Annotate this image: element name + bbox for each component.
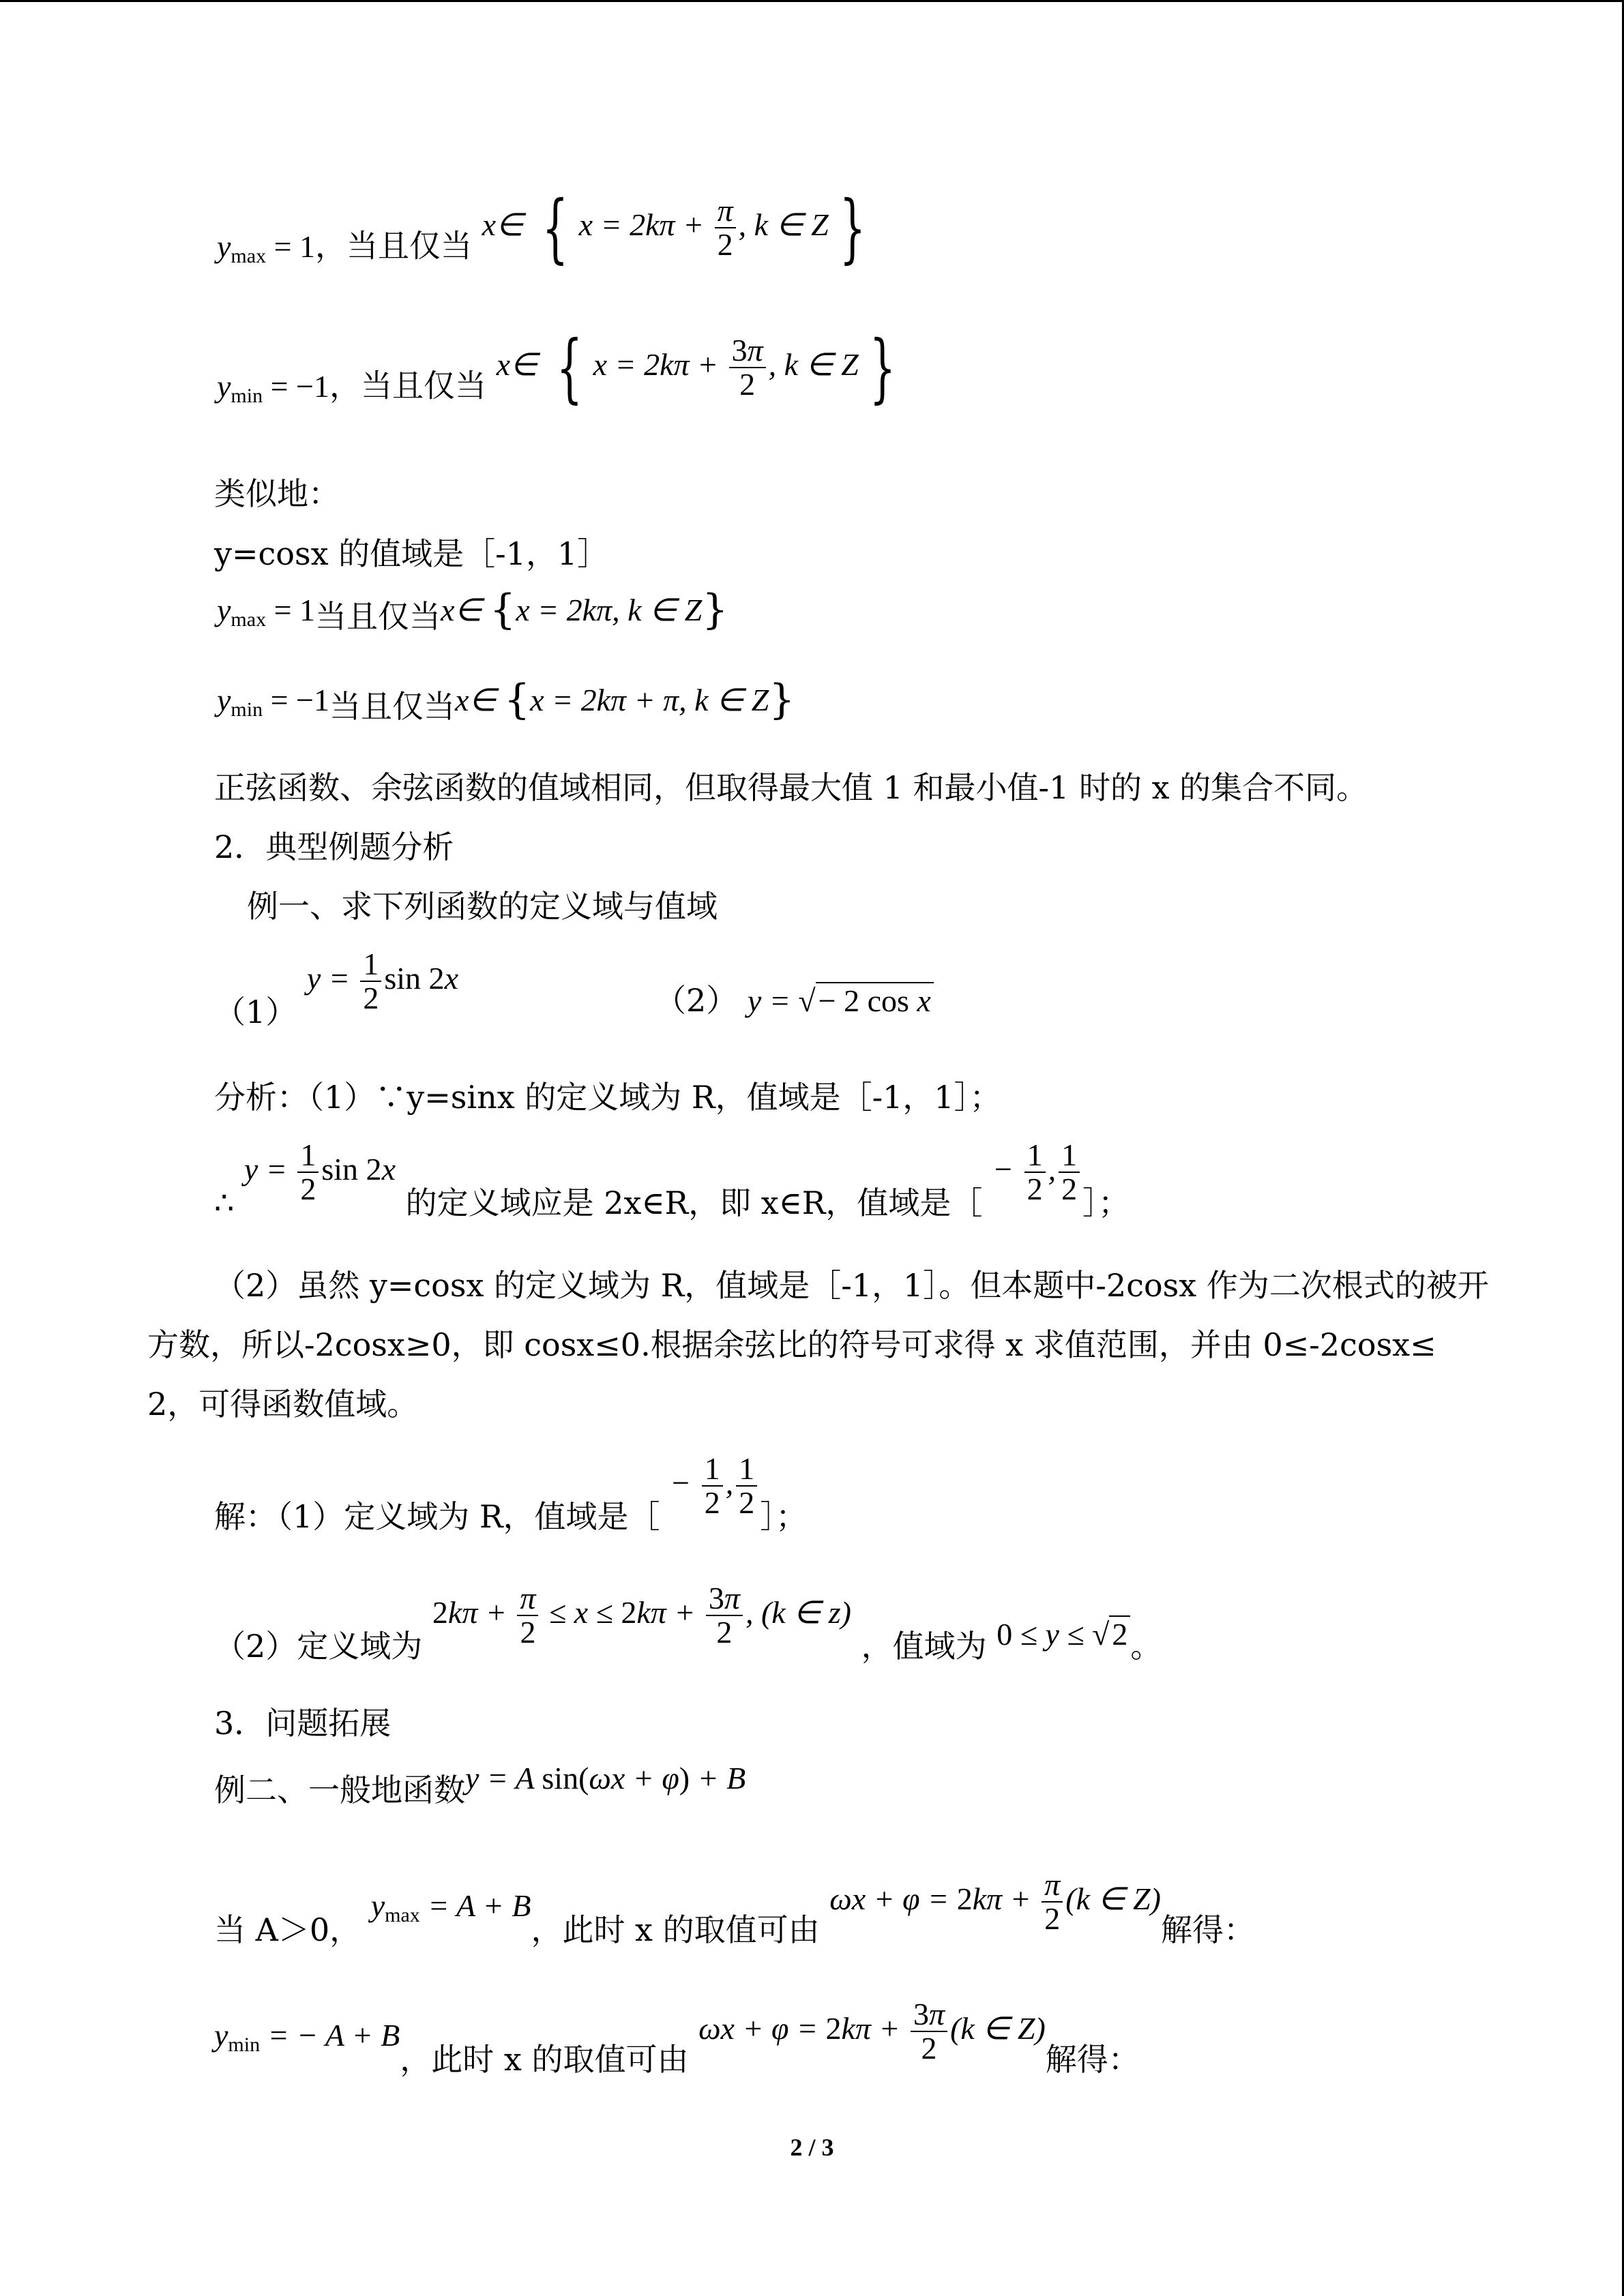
text: 当且仅当: [315, 598, 441, 635]
section-2-heading: 2．典型例题分析: [214, 829, 454, 865]
cos-min-line: $y_{min} = -1$当且仅当x∈ {x = 2kπ + π, k ∈ Z}: [217, 676, 795, 725]
cos-max-line: $y_{max} = 1$当且仅当x∈ {x = 2kπ, k ∈ Z}: [217, 586, 728, 635]
case-2-line: $y_{min}$ = − A + B，此时 x 的取值可由 ωx + φ = 2kπ + $\frac{3\pi}{2}$ (k ∈ Z)解得：: [214, 1997, 1140, 2078]
text: 当且仅当: [329, 688, 455, 725]
text: 的定义域应是 2x∈R，即 x∈R，值域是［: [405, 1184, 983, 1221]
analysis-2-line-1: （2）虽然 y=cosx 的定义域为 R，值域是［-1，1］。但本题中-2cosx 作为二次根式的被开: [214, 1267, 1489, 1304]
text: ∴: [214, 1184, 235, 1221]
section-3-heading: 3．问题拓展: [214, 1705, 392, 1742]
example-1-function-2: （2） y = √− 2 cos x: [655, 982, 934, 1019]
text: （2）定义域为: [214, 1627, 423, 1665]
text: ，当且仅当: [315, 227, 473, 265]
analysis-2-line-3: 2，可得函数值域。: [147, 1386, 419, 1422]
analysis-2-line-2: 方数，所以-2cosx≥0，即 cosx≤0.根据余弦比的符号可求得 x 求值范围，并由 0≤-2cosx≤: [147, 1326, 1436, 1363]
analysis-1-line: 分析：（1）∵y=sinx 的定义域为 R，值域是［-1，1］；: [214, 1079, 1001, 1116]
text: （2）: [655, 982, 738, 1019]
text: ］；: [760, 1497, 808, 1535]
compare-line: 正弦函数、余弦函数的值域相同，但取得最大值 1 和最小值-1 时的 x 的集合不同。: [214, 769, 1368, 806]
text: ，此时 x 的取值可由: [531, 1911, 820, 1948]
example-1-line: 例一、求下列函数的定义域与值域: [247, 888, 718, 925]
solution-1-line: 解：（1）定义域为 R，值域是［ − $\frac{1}{2}$ , $\frac{1}{2}$ ］；: [214, 1451, 808, 1535]
text: ，此时 x 的取值可由: [400, 2040, 689, 2078]
top-border: [0, 0, 1624, 2]
text: 解得：: [1160, 1911, 1255, 1948]
text: 。: [1130, 1627, 1162, 1665]
sin-min-line: $y_{min} = -1$，当且仅当 x∈ { x = 2kπ + $\frac{3\pi}{2}$ , k ∈ Z }: [217, 324, 896, 411]
text: 解得：: [1045, 2040, 1140, 2078]
text: ，值域为: [861, 1627, 987, 1665]
sin-max-line: $y_{max} = 1$，当且仅当 x∈ { x = 2kπ + $\frac{\pi}{2}$ , k ∈ Z }: [217, 184, 866, 271]
text: 当 A＞0，: [214, 1911, 361, 1948]
page-number: 2 / 3: [790, 2134, 834, 2161]
text: （1）: [214, 993, 297, 1030]
solution-2-line: （2）定义域为 2kπ + $\frac{\pi}{2}$ ≤ x ≤ 2kπ + $\frac{3\pi}{2}$ , (k ∈ z) ，值域为 0 ≤ y ≤ √2。: [214, 1581, 1162, 1665]
text: 解：（1）定义域为 R，值域是［: [214, 1497, 660, 1535]
example-2-line: 例二、一般地函数y = A sin(ωx + φ) + B: [214, 1761, 746, 1808]
similar-line: 类似地：: [214, 475, 340, 512]
text: ］；: [1082, 1184, 1130, 1221]
analysis-1b-line: ∴ y = $\frac{1}{2}$ sin 2x 的定义域应是 2x∈R，即 x∈R，值域是［ − $\frac{1}{2}$ , $\frac{1}{2}$ ］；: [214, 1137, 1130, 1221]
text: ，当且仅当: [329, 367, 486, 404]
text: 例二、一般地函数: [214, 1772, 465, 1808]
case-1-line: 当 A＞0， $y_{max} = A + B$，此时 x 的取值可由 ωx + φ = 2kπ + $\frac{\pi}{2}$ (k ∈ Z)解得：: [214, 1867, 1255, 1948]
example-1-functions: （1） y = $\frac{1}{2}$ sin 2x: [214, 946, 458, 1030]
cos-range-line: y=cosx 的值域是［-1，1］: [214, 535, 609, 572]
